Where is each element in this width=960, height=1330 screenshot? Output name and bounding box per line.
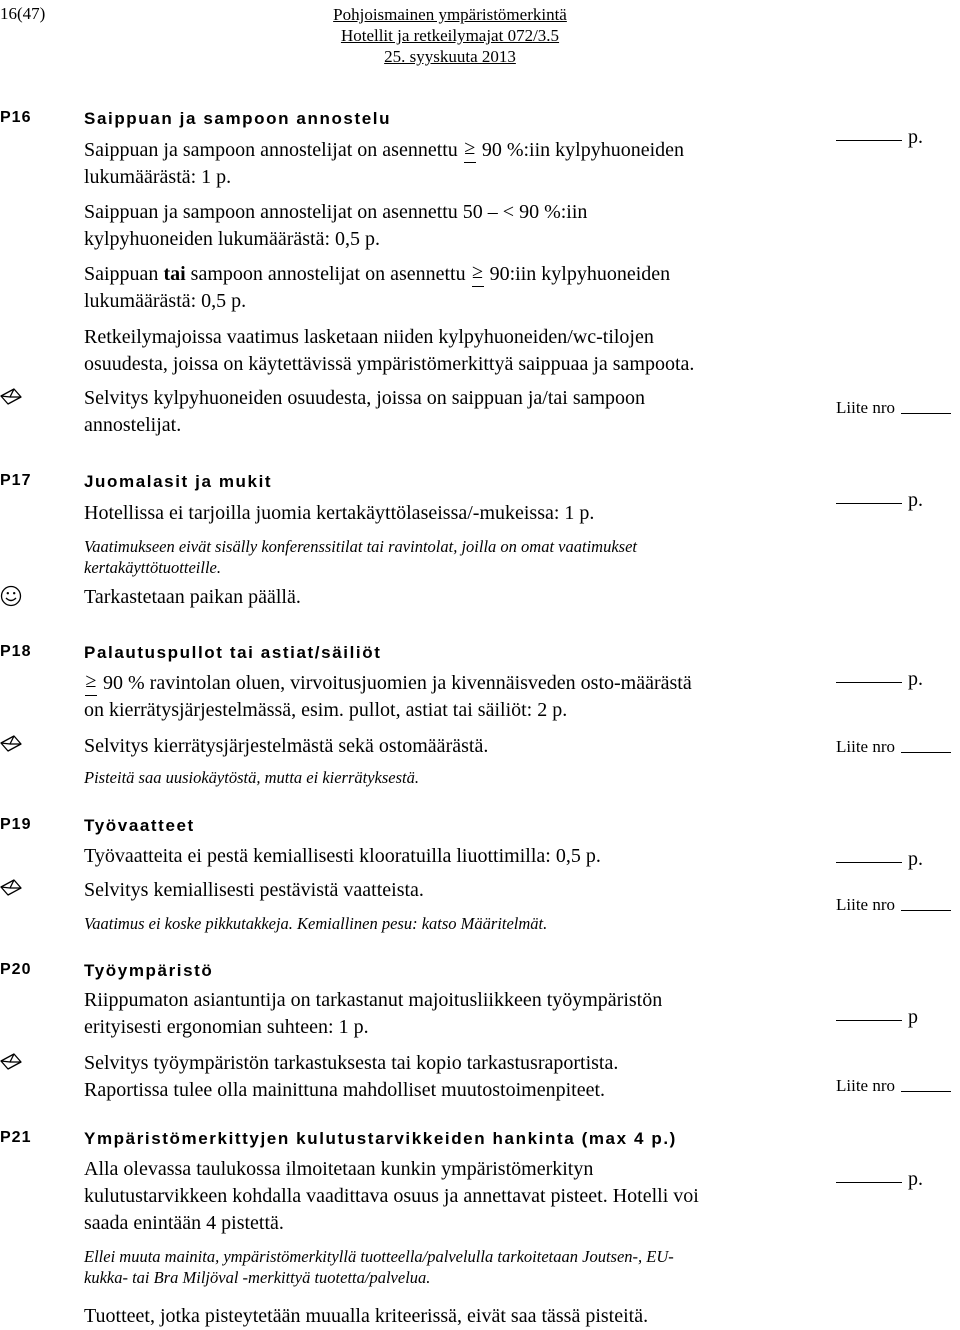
- envelope-icon: [0, 879, 22, 901]
- points-blank[interactable]: [836, 1182, 902, 1183]
- envelope-icon: [0, 1053, 22, 1075]
- section-heading: Juomalasit ja mukit: [84, 472, 273, 491]
- document-title: Pohjoismainen ympäristömerkintä: [333, 5, 567, 24]
- section-heading: Ympäristömerkittyjen kulutustarvikkeiden hankinta (max 4 p.): [84, 1129, 677, 1148]
- section-heading: Työympäristö: [84, 961, 214, 980]
- envelope-icon: [0, 735, 22, 757]
- note-text: Vaatimukseen eivät sisälly konferenssitilat tai ravintolat, joilla on omat vaatimukset kertakäyttötuotteille.: [84, 537, 637, 577]
- attachment-blank[interactable]: [901, 1091, 951, 1092]
- note-text: Ellei muuta mainita, ympäristömerkityllä tuotteella/palvelulla tarkoitetaan Joutsen-, EU- kukka- tai Bra Miljöval -merkittyä tuotetta/palvelua.: [84, 1247, 674, 1287]
- points-blank[interactable]: [836, 1020, 902, 1021]
- gte-symbol: ≥: [463, 137, 477, 164]
- attachment-blank[interactable]: [901, 910, 951, 911]
- requirement-text: Alla olevassa taulukossa ilmoitetaan kunkin ympäristömerkityn kulutustarvikkeen kohdalla vaadittava osuus ja annettavat pisteet. Hotelli voi saada enintään 4 pistettä.: [84, 1158, 699, 1234]
- section-heading: Palautuspullot tai astiat/säiliöt: [84, 643, 382, 662]
- attachment-blank[interactable]: [901, 752, 951, 753]
- section-heading: Saippuan ja sampoon annostelu: [84, 109, 392, 128]
- points-field[interactable]: p.: [836, 489, 923, 512]
- document-subtitle: Hotellit ja retkeilymajat 072/3.5: [340, 26, 560, 45]
- requirement-text: Saippuan ja sampoon annostelijat on asennettu 50 – < 90 %:iin kylpyhuoneiden lukumäärästä: 0,5 p.: [84, 201, 588, 250]
- section-code: P21: [0, 1129, 32, 1146]
- section-code: P18: [0, 643, 32, 660]
- attachment-field[interactable]: Liite nro: [836, 895, 951, 915]
- points-blank[interactable]: [836, 862, 902, 863]
- page-number: 16(47): [0, 4, 46, 23]
- points-field[interactable]: p: [836, 1006, 918, 1029]
- section-code: P20: [0, 961, 32, 978]
- section-code: P19: [0, 816, 32, 833]
- page-header: [0, 0, 960, 66]
- attachment-field[interactable]: Liite nro: [836, 398, 951, 418]
- attachment-field[interactable]: Liite nro: [836, 737, 951, 757]
- smiley-icon: [0, 585, 22, 607]
- documentation-text: Selvitys kylpyhuoneiden osuudesta, joissa on saippuan ja/tai sampoon annostelijat.: [84, 387, 646, 436]
- documentation-text: Selvitys kemiallisesti pestävistä vaatteista.: [84, 879, 424, 901]
- requirement-text: Työvaatteita ei pestä kemiallisesti klooratuilla liuottimilla: 0,5 p.: [84, 845, 601, 867]
- footer-text: Tuotteet, jotka pisteytetään muualla kriteerissä, eivät saa tässä pisteitä.: [84, 1305, 649, 1327]
- gte-symbol: ≥: [84, 670, 98, 697]
- document-title-block: [300, 4, 600, 67]
- points-field[interactable]: p.: [836, 1168, 923, 1191]
- points-field[interactable]: p.: [836, 848, 923, 871]
- points-field[interactable]: p.: [836, 126, 923, 149]
- requirement-text: ≥ 90 % ravintolan oluen, virvoitusjuomien ja kivennäisveden osto-määrästä on kierrätysjärjestelmässä, esim. pullot, astiat tai säiliöt: 2 p.: [84, 670, 692, 721]
- requirement-text: Retkeilymajoissa vaatimus lasketaan niiden kylpyhuoneiden/wc-tilojen osuudesta, joissa on käytettävissä ympäristömerkittyä saippuaa ja sampoota.: [84, 326, 695, 375]
- requirement-text: Riippumaton asiantuntija on tarkastanut majoitusliikkeen työympäristön erityisesti ergonomian suhteen: 1 p.: [84, 989, 663, 1038]
- check-text: Tarkastetaan paikan päällä.: [84, 586, 301, 608]
- document-date: 25. syyskuuta 2013: [384, 47, 516, 66]
- points-blank[interactable]: [836, 140, 902, 141]
- attachment-blank[interactable]: [901, 413, 951, 414]
- documentation-text: Selvitys kierrätysjärjestelmästä sekä ostomäärästä.: [84, 735, 489, 757]
- section-code: P17: [0, 472, 32, 489]
- points-blank[interactable]: [836, 503, 902, 504]
- note-text: Vaatimus ei koske pikkutakkeja. Kemiallinen pesu: katso Määritelmät.: [84, 914, 548, 933]
- section-heading: Työvaatteet: [84, 816, 195, 835]
- requirement-text: Saippuan ja sampoon annostelijat on asennettu ≥ 90 %:iin kylpyhuoneiden lukumäärästä: 1 p.: [84, 137, 685, 188]
- gte-symbol: ≥: [471, 261, 485, 288]
- points-field[interactable]: p.: [836, 668, 923, 691]
- note-text: Pisteitä saa uusiokäytöstä, mutta ei kierrätyksestä.: [84, 768, 419, 787]
- section-code: P16: [0, 109, 32, 126]
- requirement-text: Saippuan tai sampoon annostelijat on asennettu ≥ 90:iin kylpyhuoneiden lukumäärästä: 0,5 p.: [84, 261, 671, 312]
- documentation-text: Selvitys työympäristön tarkastuksesta tai kopio tarkastusraportista. Raportissa tulee olla mainittuna mahdolliset muutostoimenpiteet.: [84, 1052, 619, 1101]
- requirement-text: Hotellissa ei tarjoilla juomia kertakäyttölaseissa/-mukeissa: 1 p.: [84, 502, 595, 524]
- envelope-icon: [0, 388, 22, 410]
- points-blank[interactable]: [836, 682, 902, 683]
- attachment-field[interactable]: Liite nro: [836, 1076, 951, 1096]
